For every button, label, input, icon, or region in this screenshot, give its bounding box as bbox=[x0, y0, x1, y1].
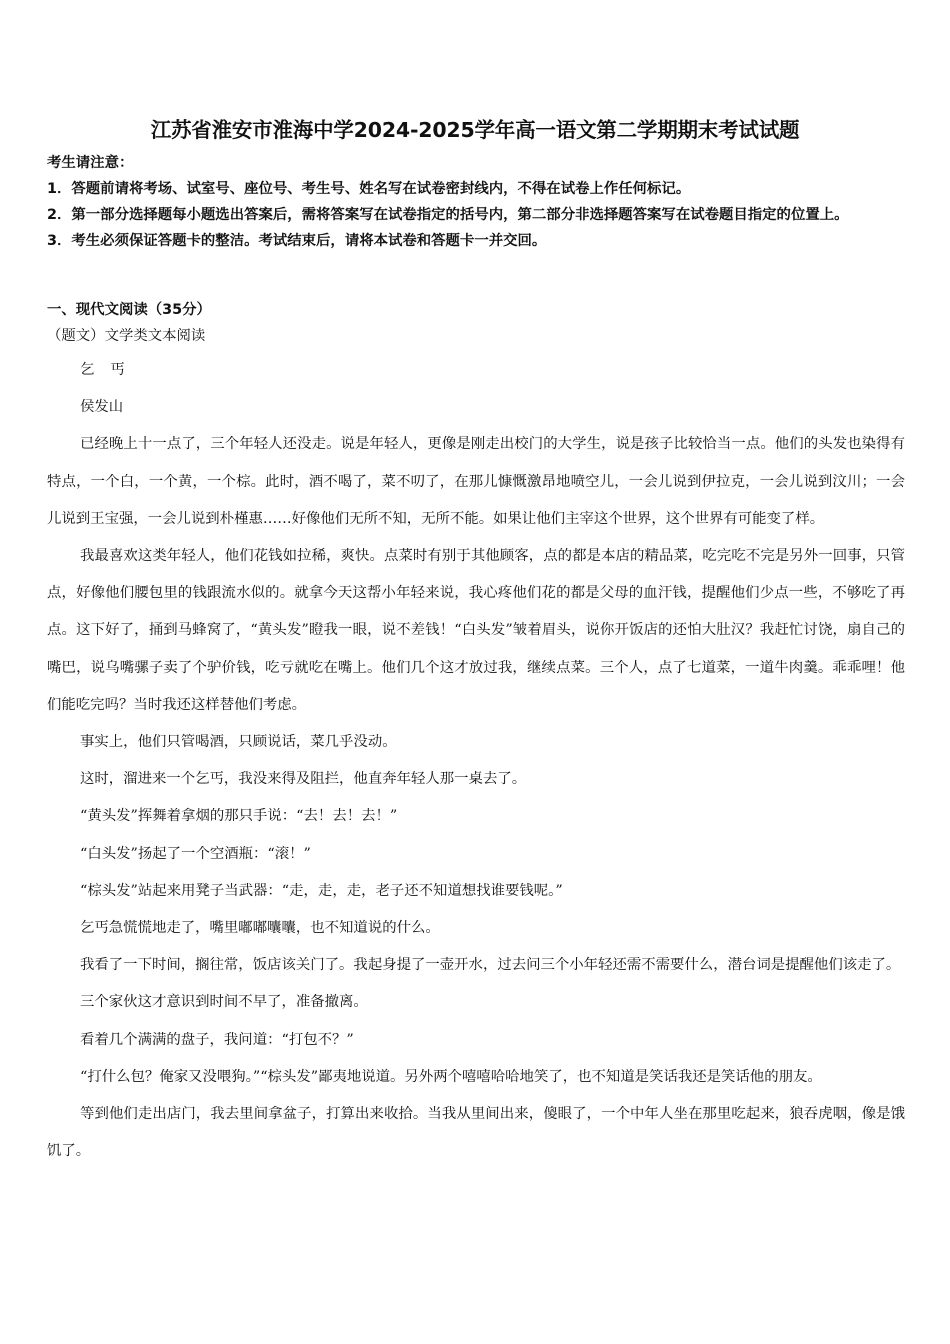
story-paragraph: 我最喜欢这类年轻人，他们花钱如拉稀，爽快。点菜时有别于其他顾客，点的都是本店的精品菜，吃完吃不完是另外一回事，只管点，好像他们腰包里的钱跟流水似的。就拿今天这帮小年轻来说，我心疼他们花的都是父母的血汗钱，提醒他们少点一些，不够吃了再点。这下好了，捅到马蜂窝了，“黄头发”瞪我一眼，说不差钱！“白头发”皱着眉头，说你开饭店的还怕大肚汉？我赶忙讨饶，扇自己的嘴巴，说乌嘴骡子卖了个驴价钱，吃亏就吃在嘴上。他们几个这才放过我，继续点菜。三个人，点了七道菜，一道牛肉羹。乖乖哩！他们能吃完吗？当时我还这样替他们考虑。 bbox=[47, 548, 905, 713]
story-paragraph: “白头发”扬起了一个空酒瓶：“滚！” bbox=[80, 845, 311, 862]
notice-item: 3．考生必须保证答题卡的整洁。考试结束后，请将本试卷和答题卡一并交回。 bbox=[47, 233, 547, 249]
story-paragraph: 看着几个满满的盘子，我问道：“打包不？” bbox=[80, 1031, 354, 1048]
section-heading: 一、现代文阅读（35分） bbox=[47, 302, 211, 318]
story-paragraph: “打什么包？俺家又没喂狗。”“棕头发”鄙夷地说道。另外两个嘻嘻哈哈地笑了，也不知道是笑话我还是笑话他的朋友。 bbox=[80, 1068, 822, 1085]
story-paragraph: 三个家伙这才意识到时间不早了，准备撤离。 bbox=[80, 994, 368, 1011]
story-paragraph: 我看了一下时间，搁往常，饭店该关门了。我起身提了一壶开水，过去问三个小年轻还需不需要什么，潜台词是提醒他们该走了。 bbox=[80, 957, 901, 974]
section-genre: （题文）文学类文本阅读 bbox=[47, 328, 206, 344]
story-paragraph: 事实上，他们只管喝酒，只顾说话，菜几乎没动。 bbox=[80, 734, 397, 751]
story-author: 侯发山 bbox=[80, 399, 124, 416]
exam-title: 江苏省淮安市淮海中学2024-2025学年高一语文第二学期期末考试试题 bbox=[150, 118, 800, 142]
notice-heading: 考生请注意： bbox=[47, 155, 134, 171]
candidate-notice bbox=[47, 150, 907, 254]
story-paragraph: 等到他们走出店门，我去里间拿盆子，打算出来收拾。当我从里间出来，傻眼了，一个中年人坐在那里吃起来，狼吞虎咽，像是饿饥了。 bbox=[47, 1106, 905, 1160]
story-paragraph: 这时，溜进来一个乞丐，我没来得及阻拦，他直奔年轻人那一桌去了。 bbox=[80, 771, 527, 788]
story-title: 乞丐 bbox=[80, 362, 141, 378]
notice-item: 1．答题前请将考场、试室号、座位号、考生号、姓名写在试卷密封线内，不得在试卷上作任何标记。 bbox=[47, 181, 691, 197]
story-paragraph: “棕头发”站起来用凳子当武器：“走，走，走，老子还不知道想找谁要钱呢。” bbox=[80, 882, 563, 899]
reading-passage bbox=[47, 352, 905, 1170]
story-paragraph: 已经晚上十一点了，三个年轻人还没走。说是年轻人，更像是刚走出校门的大学生，说是孩子比较恰当一点。他们的头发也染得有特点，一个白，一个黄，一个棕。此时，酒不喝了，菜不叨了，在那儿慷慨激昂地喷空儿，一会儿说到伊拉克，一会儿说到汶川；一会儿说到王宝强，一会儿说到朴槿惠……好像他们无所不知，无所不能。如果让他们主宰这个世界，这个世界有可能变了样。 bbox=[47, 436, 905, 527]
notice-item: 2．第一部分选择题每小题选出答案后，需将答案写在试卷指定的括号内，第二部分非选择题答案写在试卷题目指定的位置上。 bbox=[47, 207, 849, 223]
story-paragraph: 乞丐急慌慌地走了，嘴里嘟嘟囔囔，也不知道说的什么。 bbox=[80, 920, 440, 937]
story-paragraph: “黄头发”挥舞着拿烟的那只手说：“去！去！去！” bbox=[80, 808, 398, 825]
